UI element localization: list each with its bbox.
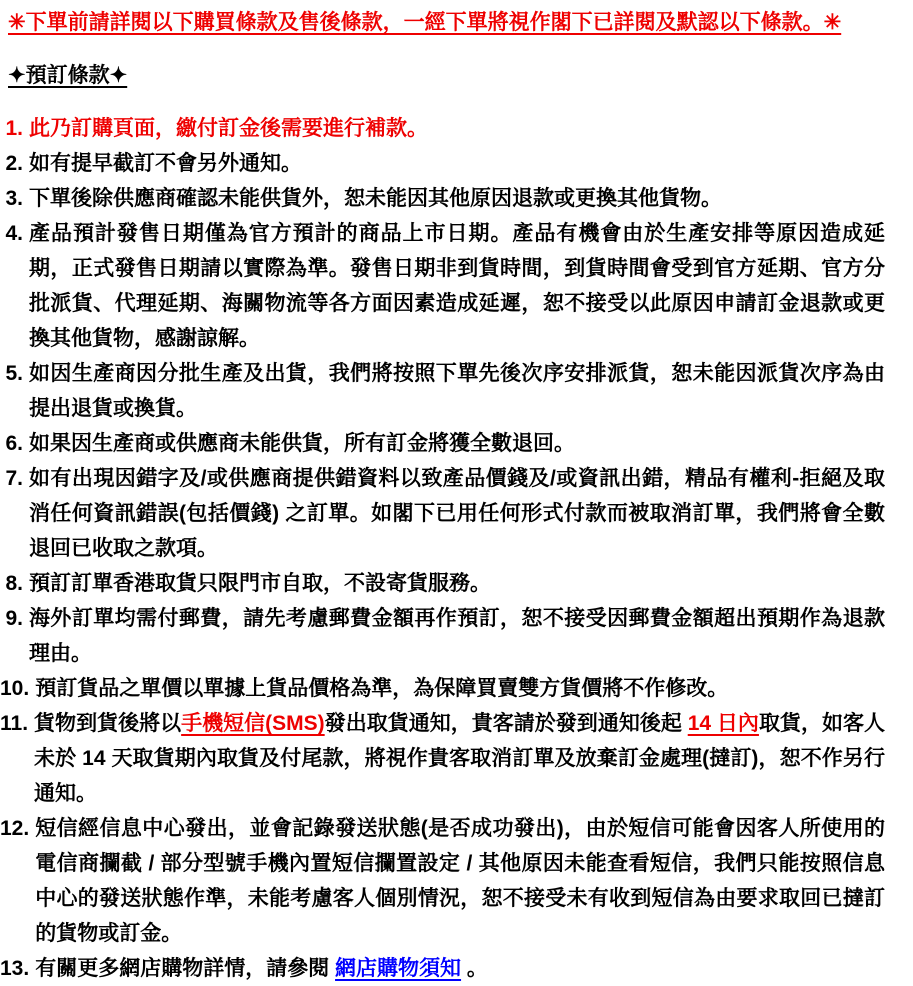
term-text (29, 566, 885, 601)
term-text-run: 如因生產商因分批生產及出貨，我們將按照下單先後次序安排派貨，恕未能因派貨次序為由提出退貨或換貨。 (29, 362, 885, 420)
term-item (0, 601, 885, 671)
term-text (29, 461, 885, 566)
term-number: 2. (5, 152, 23, 175)
term-text (35, 671, 885, 706)
term-item (0, 951, 885, 986)
term-text (29, 426, 885, 461)
terms-list (0, 111, 885, 986)
pre-order-warning-header: ✳下單前請詳閱以下購買條款及售後條款，一經下單將視作閣下已詳閱及默認以下條款。✳ (8, 11, 842, 34)
term-text-run: 預訂訂單香港取貨只限門市自取，不設寄貨服務。 (29, 572, 491, 595)
term-item (0, 426, 885, 461)
term-text-run: 短信經信息中心發出，並會記錄發送狀態(是否成功發出)，由於短信可能會因客人所使用的電信商攔截 / 部分型號手機內置短信攔置設定 / 其他原因未能查看短信，我們只能按照信息中心的發送狀態作準，未能考慮客人個別情況，恕不接受未有收到短信為由要求取回已撻訂的貨物或訂金。 (35, 817, 885, 945)
term-text (29, 356, 885, 426)
term-number: 5. (5, 362, 23, 385)
term-item (0, 706, 885, 811)
pickup-deadline-highlight: 14 日內 (687, 712, 759, 735)
term-number: 9. (5, 607, 23, 630)
term-number: 4. (5, 222, 23, 245)
term-text-run: 。 (461, 957, 488, 980)
term-text (29, 601, 885, 671)
term-number: 3. (5, 187, 23, 210)
term-number: 8. (5, 572, 23, 595)
term-item (0, 216, 885, 356)
term-number: 1. (5, 117, 23, 140)
term-text-run: 取貨，如客人未於 14 天取貨期內取貨及付尾款，將視作貴客取消訂單及放棄訂金處理(撻訂)，恕不作另行通知。 (34, 712, 886, 805)
term-text (34, 706, 885, 811)
term-text (35, 811, 885, 951)
store-shopping-guide-link[interactable]: 網店購物須知 (335, 957, 462, 980)
term-number: 7. (5, 467, 23, 490)
term-text-run: 產品預計發售日期僅為官方預計的商品上市日期。產品有機會由於生產安排等原因造成延期，正式發售日期請以實際為準。發售日期非到貨時間，到貨時間會受到官方延期、官方分批派貨、代理延期、海關物流等各方面因素造成延遲，恕不接受以此原因申請訂金退款或更換其他貨物，感謝諒解。 (29, 222, 885, 350)
term-item (0, 356, 885, 426)
term-text (29, 111, 885, 146)
term-item (0, 111, 885, 146)
term-text-run: 貨物到貨後將以 (34, 712, 182, 735)
term-number: 12. (0, 817, 30, 840)
term-text (29, 216, 885, 356)
term-item (0, 181, 885, 216)
term-text-run: 如果因生產商或供應商未能供貨，所有訂金將獲全數退回。 (29, 432, 575, 455)
term-text (29, 181, 885, 216)
term-text-run: 海外訂單均需付郵費，請先考慮郵費金額再作預訂，恕不接受因郵費金額超出預期作為退款理由。 (29, 607, 885, 665)
sms-highlight: 手機短信(SMS) (181, 712, 325, 735)
term-text (29, 146, 885, 181)
term-text-run: 下單後除供應商確認未能供貨外，恕未能因其他原因退款或更換其他貨物。 (29, 187, 722, 210)
term-item (0, 566, 885, 601)
term-text-run: 有關更多網店購物詳情，請參閱 (35, 957, 336, 980)
term-item (0, 461, 885, 566)
term-item (0, 146, 885, 181)
term-text-run: 發出取貨通知，貴客請於發到通知後起 (324, 712, 688, 735)
term-item (0, 811, 885, 951)
term-text (35, 951, 885, 986)
term-text-run: 如有出現因錯字及/或供應商提供錯資料以致產品價錢及/或資訊出錯，精品有權利-拒絕及取消任何資訊錯誤(包括價錢) 之訂單。如閣下已用任何形式付款而被取消訂單，我們將會全數退回已收取之款項。 (29, 467, 885, 560)
term-number: 6. (5, 432, 23, 455)
term-text-run: 預訂貨品之單價以單據上貨品價格為準，為保障買賣雙方貨價將不作修改。 (35, 677, 729, 700)
term-item (0, 671, 885, 706)
term-text-run: 此乃訂購頁面，繳付訂金後需要進行補款。 (29, 117, 428, 140)
term-number: 13. (0, 957, 30, 980)
section-title: ✦預訂條款✦ (8, 64, 128, 87)
term-number: 10. (0, 677, 30, 700)
term-text-run: 如有提早截訂不會另外通知。 (29, 152, 302, 175)
term-number: 11. (0, 712, 29, 735)
